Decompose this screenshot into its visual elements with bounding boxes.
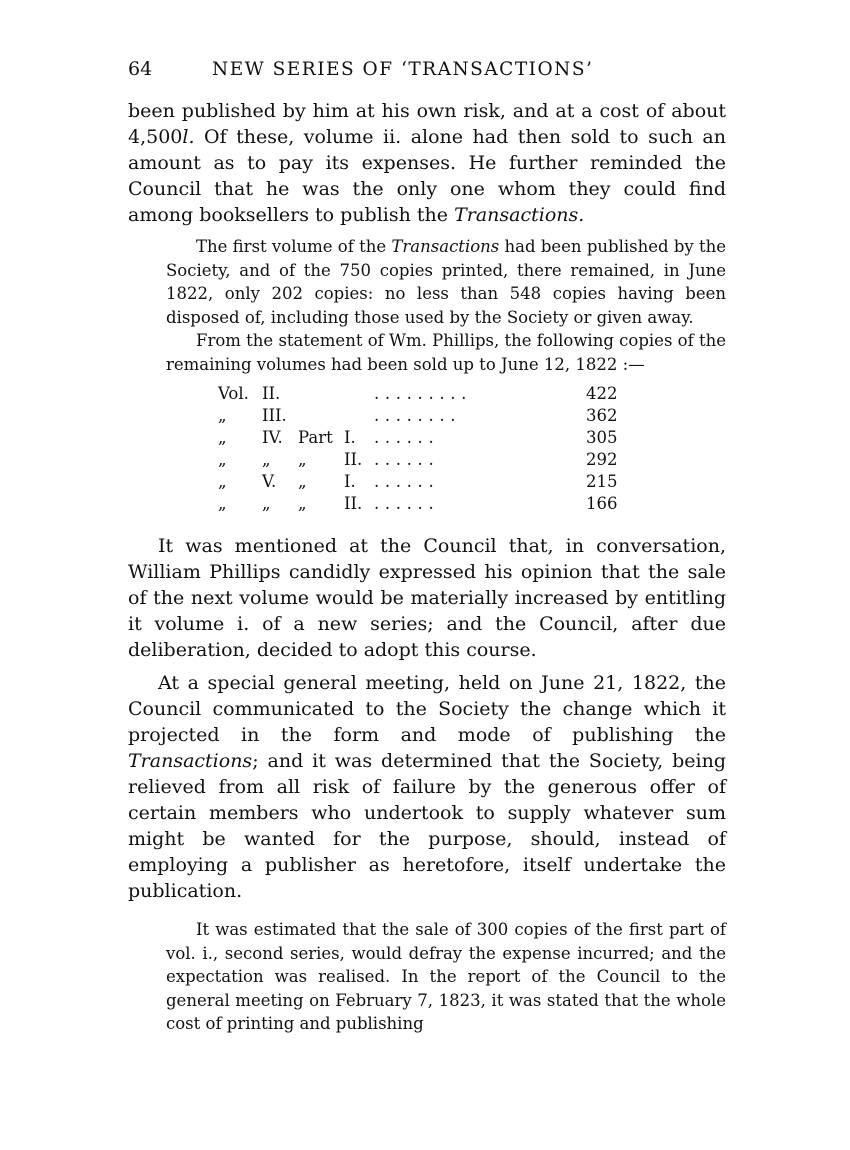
italic-text-run: Transactions — [391, 237, 500, 256]
volume-number: IV. — [262, 428, 283, 447]
volume-row — [218, 405, 630, 427]
volume-number: II. — [262, 384, 281, 403]
paragraph-4 — [128, 533, 726, 663]
volume-number: III. — [262, 406, 287, 425]
text-run: The first volume of the — [196, 237, 392, 256]
text-run: It was mentioned at the Council that, in conversation, William Phillips candidly expressed his opinion that the sale of the next volume would be materially increased by entitling it volume i. of a new series; and the Council, after due deliberation, decided to adopt this course. — [128, 535, 726, 661]
running-title: NEW SERIES OF ‘TRANSACTIONS’ — [212, 59, 594, 80]
part-label — [298, 383, 344, 405]
text-run: had been published by the Society, and of the 750 copies printed, there remained, in June 1822, only 202 copies: no less than 548 copies having been disposed of, including those used by the Society or given away. — [166, 237, 726, 327]
part-label: Part — [298, 428, 333, 447]
volume-label: „ — [218, 406, 227, 425]
leader-dots: . . . . . . . . — [374, 406, 456, 425]
volume-label: Vol. — [218, 384, 249, 403]
volume-row — [218, 449, 630, 471]
volume-number: V. — [262, 472, 277, 491]
book-page — [128, 58, 726, 1036]
leader-dots: . . . . . . . . . — [374, 384, 467, 403]
page-number: 64 — [128, 58, 153, 80]
volume-row — [218, 427, 630, 449]
leader-dots: . . . . . . — [374, 494, 434, 513]
copies-sold: 215 — [586, 472, 618, 491]
part-number: II. — [344, 494, 363, 513]
part-label: „ — [298, 494, 307, 513]
volumes-sold-table — [218, 383, 630, 515]
part-number — [344, 405, 374, 427]
text-run: Of these, volume ii. alone had then sold to such an amount as to pay its expenses. He further reminded the Council that he was the only one whom they could find among booksellers to publish the — [128, 126, 726, 226]
volume-row — [218, 383, 630, 405]
text-run: ; and it was determined that the Society, being relieved from all risk of failure by the generous offer of certain members who undertook to supply whatever sum might be wanted for the purpose, should, instead of employing a publisher as heretofore, itself undertake the publication. — [128, 750, 726, 902]
copies-sold: 292 — [586, 450, 618, 469]
part-label: „ — [298, 472, 307, 491]
text-run: It was estimated that the sale of 300 copies of the first part of vol. i., second series, would defray the expense incurred; and the expectation was realised. In the report of the Council to the general meeting on February 7, 1823, it was stated that the whole cost of printing and publishing — [166, 920, 726, 1033]
part-label — [298, 405, 344, 427]
part-number: I. — [344, 472, 356, 491]
volume-number: „ — [262, 450, 271, 469]
text-run: At a special general meeting, held on June 21, 1822, the Council communicated to the Society the change which it projected in the form and mode of publishing the — [128, 672, 726, 746]
volume-label: „ — [218, 494, 227, 513]
text-run: From the statement of Wm. Phillips, the following copies of the remaining volumes had been sold up to June 12, 1822 :— — [166, 331, 726, 374]
volume-label: „ — [218, 472, 227, 491]
part-number: II. — [344, 450, 363, 469]
leader-dots: . . . . . . — [374, 450, 434, 469]
copies-sold: 362 — [586, 406, 618, 425]
italic-text-run: l. — [182, 126, 195, 148]
paragraph-6 — [166, 918, 726, 1036]
volume-label: „ — [218, 428, 227, 447]
leader-dots: . . . . . . — [374, 472, 434, 491]
copies-sold: 422 — [586, 384, 618, 403]
volume-number: „ — [262, 494, 271, 513]
part-label: „ — [298, 450, 307, 469]
leader-dots: . . . . . . — [374, 428, 434, 447]
paragraph-5 — [128, 670, 726, 904]
volume-row — [218, 493, 630, 515]
copies-sold: 166 — [586, 494, 618, 513]
text-run: been published by him at his own risk, and at a cost of about 4,500 — [128, 100, 726, 148]
volume-row — [218, 471, 630, 493]
part-number: I. — [344, 428, 356, 447]
italic-text-run: Transactions. — [454, 204, 585, 226]
page-header — [128, 58, 726, 98]
copies-sold: 305 — [586, 428, 618, 447]
volume-label: „ — [218, 450, 227, 469]
part-number — [344, 383, 374, 405]
paragraph-2 — [166, 235, 726, 329]
paragraph-1 — [128, 98, 726, 228]
paragraph-3 — [166, 329, 726, 376]
italic-text-run: Transactions — [128, 750, 253, 772]
